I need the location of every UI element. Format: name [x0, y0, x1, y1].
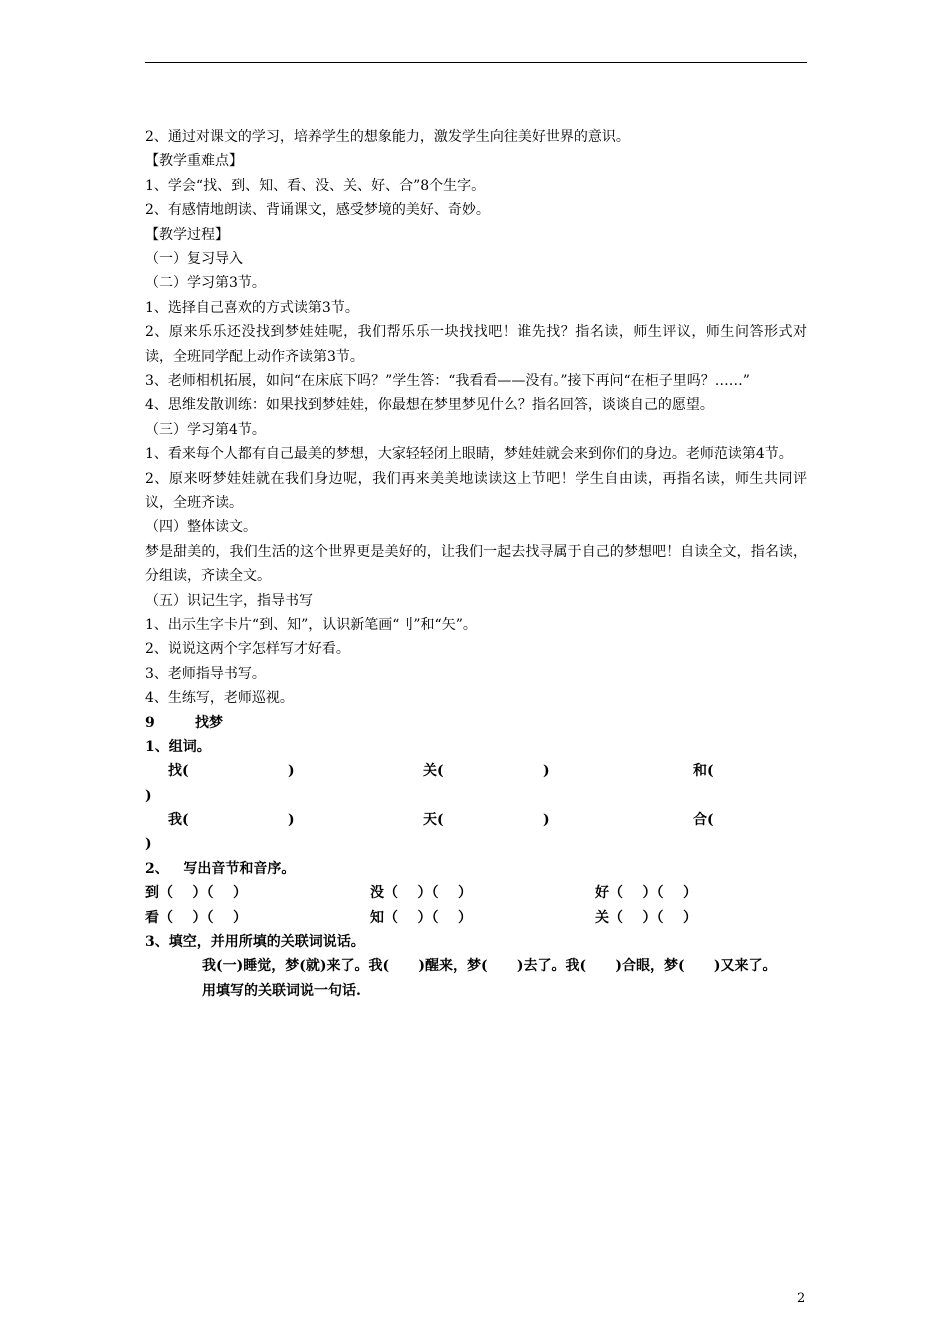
- q1-r1-item-b-close: ): [543, 763, 550, 780]
- q1-r2-item-b-close: ): [543, 812, 550, 829]
- step-5-heading: （五）识记生字，指导书写: [145, 592, 313, 609]
- question-2-title: 2、 写出音节和音序。: [145, 860, 296, 877]
- step-2-item-1: 1、选择自己喜欢的方式读第3节。: [145, 299, 359, 316]
- lesson-title: 找梦: [195, 714, 223, 731]
- step-4-heading: （四）整体读文。: [145, 519, 257, 536]
- q1-r2-item-a: 我(: [168, 812, 189, 829]
- q1-r1-item-a-close: ): [288, 763, 295, 780]
- q1-r2-item-b: 天(: [423, 812, 444, 829]
- q1-row-2: [145, 808, 807, 832]
- step-3-heading: （三）学习第4节。: [145, 421, 266, 438]
- section-heading-process: 【教学过程】: [145, 226, 229, 243]
- section-heading-key-points: 【教学重难点】: [145, 153, 243, 170]
- q2-r1-item-c: 好（ ）（ ）: [595, 885, 697, 902]
- question-3-sentence: 我(一)睡觉，梦(就)来了。我( )醒来，梦( )去了。我( )合眼，梦( )又来了。: [202, 958, 777, 975]
- q1-r1-item-c-close: ): [145, 787, 152, 804]
- q2-r1-item-b: 没（ ）（ ）: [370, 885, 472, 902]
- page-number: 2: [797, 1291, 806, 1306]
- q1-row-1-wrap: [145, 784, 807, 808]
- objective-2: 2、通过对课文的学习，培养学生的想象能力，激发学生向往美好世界的意识。: [145, 129, 630, 145]
- step-1-heading: （一）复习导入: [145, 250, 243, 267]
- q1-r1-item-a: 找(: [168, 763, 189, 780]
- key-point-2: 2、有感情地朗读、背诵课文，感受梦境的美好、奇妙。: [145, 202, 490, 219]
- key-point-1: 1、学会“找、到、知、看、没、关、好、合”8个生字。: [145, 177, 486, 194]
- q1-row-2-wrap: [145, 832, 807, 856]
- q2-r2-item-b: 知（ ）（ ）: [370, 909, 472, 926]
- step-5-item-3: 3、老师指导书写。: [145, 665, 266, 682]
- q2-r1-item-a: 到（ ）（ ）: [145, 885, 247, 902]
- q2-row-1: [145, 881, 807, 905]
- q2-row-2: [145, 906, 807, 930]
- q1-r1-item-b: 关(: [423, 763, 444, 780]
- step-2-item-3: 3、老师相机拓展，如问“在床底下吗？”学生答：“我看看——没有。”接下再问“在柜子里吗？……”: [145, 372, 750, 389]
- step-2-item-2: 2、原来乐乐还没找到梦娃娃呢，我们帮乐乐一块找找吧！谁先找？指名读，师生评议，师生问答形式对读，全班同学配上动作齐读第3节。: [145, 324, 807, 365]
- question-1-title: 1、组词。: [145, 738, 211, 755]
- q1-r2-item-a-close: ): [288, 812, 295, 829]
- question-3-instruction: 用填写的关联词说一句话.: [202, 982, 361, 999]
- step-4-paragraph: 梦是甜美的，我们生活的这个世界更是美好的，让我们一起去找寻属于自己的梦想吧！自读全文，指名读，分组读，齐读全文。: [145, 543, 807, 585]
- q1-r2-item-c: 合(: [693, 812, 714, 829]
- document-body: [145, 125, 807, 1003]
- step-2-heading: （二）学习第3节。: [145, 275, 266, 292]
- q1-row-1: [145, 759, 807, 783]
- lesson-number: 9: [145, 714, 155, 731]
- step-5-item-4: 4、生练写，老师巡视。: [145, 690, 294, 707]
- q2-r2-item-c: 关（ ）（ ）: [595, 909, 697, 926]
- q1-r2-item-c-close: ): [145, 836, 152, 853]
- question-3-title: 3、填空，并用所填的关联词说话。: [145, 934, 365, 951]
- step-5-item-1: 1、出示生字卡片“到、知”，认识新笔画“刂”和“矢”。: [145, 616, 477, 633]
- step-3-item-2: 2、原来呀梦娃娃就在我们身边呢，我们再来美美地读读这上节吧！学生自由读，再指名读，师生共同评议，全班齐读。: [145, 470, 807, 511]
- q1-r1-item-c: 和(: [693, 763, 714, 780]
- step-5-item-2: 2、说说这两个字怎样写才好看。: [145, 641, 350, 658]
- header-rule: [145, 62, 807, 63]
- step-3-item-1: 1、看来每个人都有自己最美的梦想，大家轻轻闭上眼睛，梦娃娃就会来到你们的身边。老师范读第4节。: [145, 446, 793, 463]
- q2-r2-item-a: 看（ ）（ ）: [145, 909, 247, 926]
- step-2-item-4: 4、思维发散训练：如果找到梦娃娃，你最想在梦里梦见什么？指名回答，谈谈自己的愿望。: [145, 397, 714, 414]
- lesson-title-row: [145, 711, 807, 735]
